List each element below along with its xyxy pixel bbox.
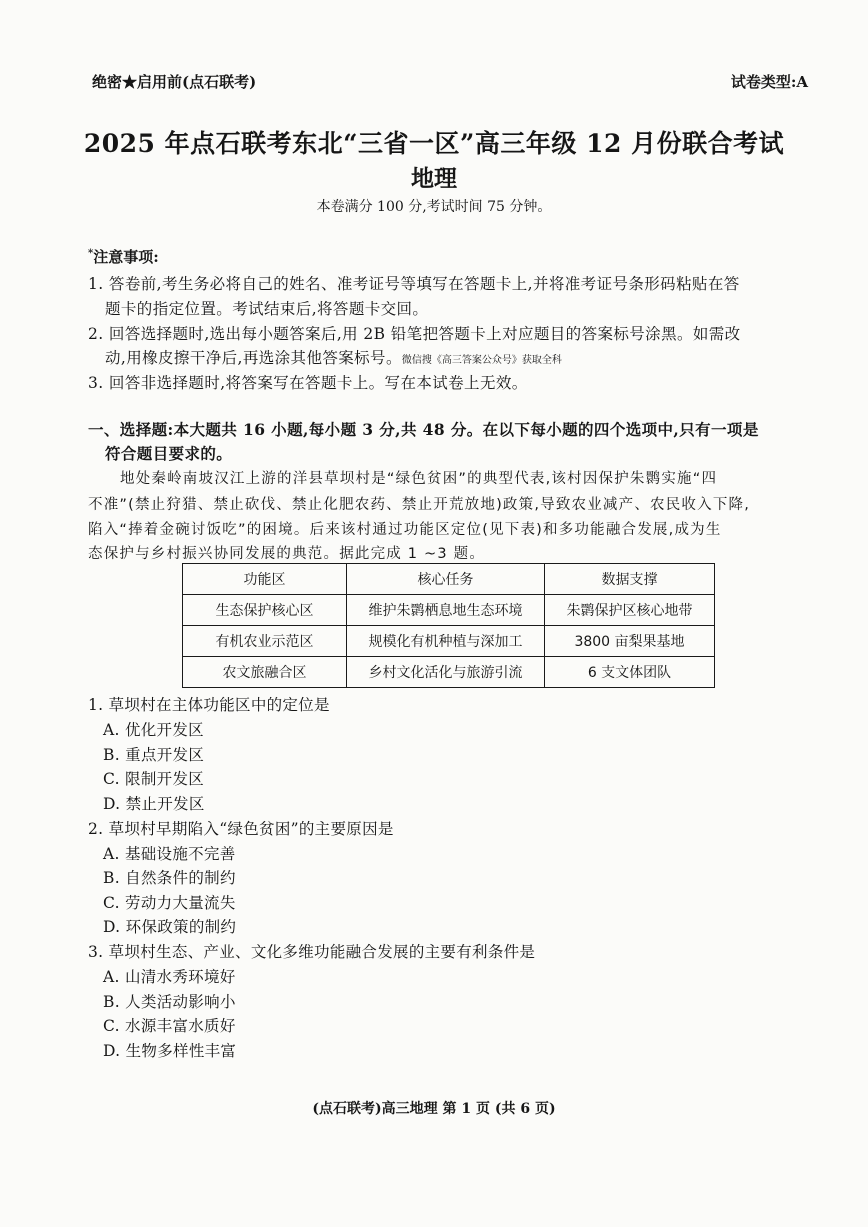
confidential-label: 绝密★启用前(点石联考) xyxy=(92,73,257,91)
passage-line-1: 地处秦岭南坡汉江上游的洋县草坝村是“绿色贫困”的典型代表,该村因保护朱鹮实施“四 xyxy=(120,471,718,487)
question-3-option-d: D. 生物多样性丰富 xyxy=(103,1042,237,1060)
question-3-option-b: B. 人类活动影响小 xyxy=(103,993,236,1011)
question-1-option-a: A. 优化开发区 xyxy=(103,721,204,739)
table-cell: 有机农业示范区 xyxy=(183,626,347,657)
table-header-cell: 数据支撑 xyxy=(545,564,715,595)
question-2-option-d: D. 环保政策的制约 xyxy=(103,918,237,936)
table-cell: 朱鹮保护区核心地带 xyxy=(545,595,715,626)
table-header-cell: 功能区 xyxy=(183,564,347,595)
table-cell: 3800 亩梨果基地 xyxy=(545,626,715,657)
table-row xyxy=(183,626,715,657)
question-1-option-b: B. 重点开发区 xyxy=(103,746,205,764)
passage-line-2: 不准”(禁止狩猎、禁止砍伐、禁止化肥农药、禁止开荒放地)政策,导致农业减产、农民收入下降, xyxy=(88,497,751,513)
asterisk-mark: * xyxy=(88,248,94,259)
section-heading-line-1: 一、选择题:本大题共 16 小题,每小题 3 分,共 48 分。在以下每小题的四个选项中,只有一项是 xyxy=(88,420,759,439)
question-1-option-d: D. 禁止开发区 xyxy=(103,795,205,813)
question-2-option-c: C. 劳动力大量流失 xyxy=(103,894,236,912)
watermark-text: 微信搜《高三答案公众号》获取全科 xyxy=(401,355,562,366)
table-cell: 乡村文化活化与旅游引流 xyxy=(347,657,545,688)
table-header-cell: 核心任务 xyxy=(347,564,545,595)
table-row xyxy=(183,657,715,688)
question-1-stem: 1. 草坝村在主体功能区中的定位是 xyxy=(88,696,330,714)
page-footer: (点石联考)高三地理 第 1 页 (共 6 页) xyxy=(312,1101,556,1117)
exam-title: 2025 年点石联考东北“三省一区”高三年级 12 月份联合考试 xyxy=(83,129,785,158)
function-zone-table xyxy=(182,563,715,688)
table-cell: 农文旅融合区 xyxy=(183,657,347,688)
question-2-option-b: B. 自然条件的制约 xyxy=(103,869,236,887)
question-3-option-a: A. 山清水秀环境好 xyxy=(103,968,236,986)
table-cell: 生态保护核心区 xyxy=(183,595,347,626)
passage-line-4: 态保护与乡村振兴协同发展的典范。据此完成 1 ~3 题。 xyxy=(88,546,486,562)
question-3-stem: 3. 草坝村生态、产业、文化多维功能融合发展的主要有利条件是 xyxy=(88,943,536,961)
exam-subtitle: 本卷满分 100 分,考试时间 75 分钟。 xyxy=(316,199,552,215)
section-heading-line-2: 符合题目要求的。 xyxy=(105,444,233,463)
table-row xyxy=(183,595,715,626)
question-2-option-a: A. 基础设施不完善 xyxy=(103,845,236,863)
notice-item-2-line-1: 2. 回答选择题时,选出每小题答案后,用 2B 铅笔把答题卡上对应题目的答案标号涂黑。如需改 xyxy=(88,325,741,343)
table-cell: 维护朱鹮栖息地生态环境 xyxy=(347,595,545,626)
paper-type-label: 试卷类型:A xyxy=(730,73,808,91)
table-cell: 规模化有机种植与深加工 xyxy=(347,626,545,657)
passage-line-3: 陷入“捧着金碗讨饭吃”的困境。后来该村通过功能区定位(见下表)和多功能融合发展,成为生 xyxy=(88,522,722,538)
table-cell: 6 支文体团队 xyxy=(545,657,715,688)
table-header-row xyxy=(183,564,715,595)
question-3-option-c: C. 水源丰富水质好 xyxy=(103,1017,236,1035)
notice-item-3: 3. 回答非选择题时,将答案写在答题卡上。写在本试卷上无效。 xyxy=(88,374,528,392)
notice-item-2-line-2: 动,用橡皮擦干净后,再选涂其他答案标号。微信搜《高三答案公众号》获取全科 xyxy=(105,349,562,367)
notice-item-1-line-1: 1. 答卷前,考生务必将自己的姓名、准考证号等填写在答题卡上,并将准考证号条形码粘贴在答 xyxy=(88,275,740,293)
subject-title: 地理 xyxy=(411,165,457,192)
question-1-option-c: C. 限制开发区 xyxy=(103,770,205,788)
question-2-stem: 2. 草坝村早期陷入“绿色贫困”的主要原因是 xyxy=(88,820,394,838)
notice-heading: *注意事项: xyxy=(88,248,159,266)
notice-item-1-line-2: 题卡的指定位置。考试结束后,将答题卡交回。 xyxy=(105,300,429,318)
